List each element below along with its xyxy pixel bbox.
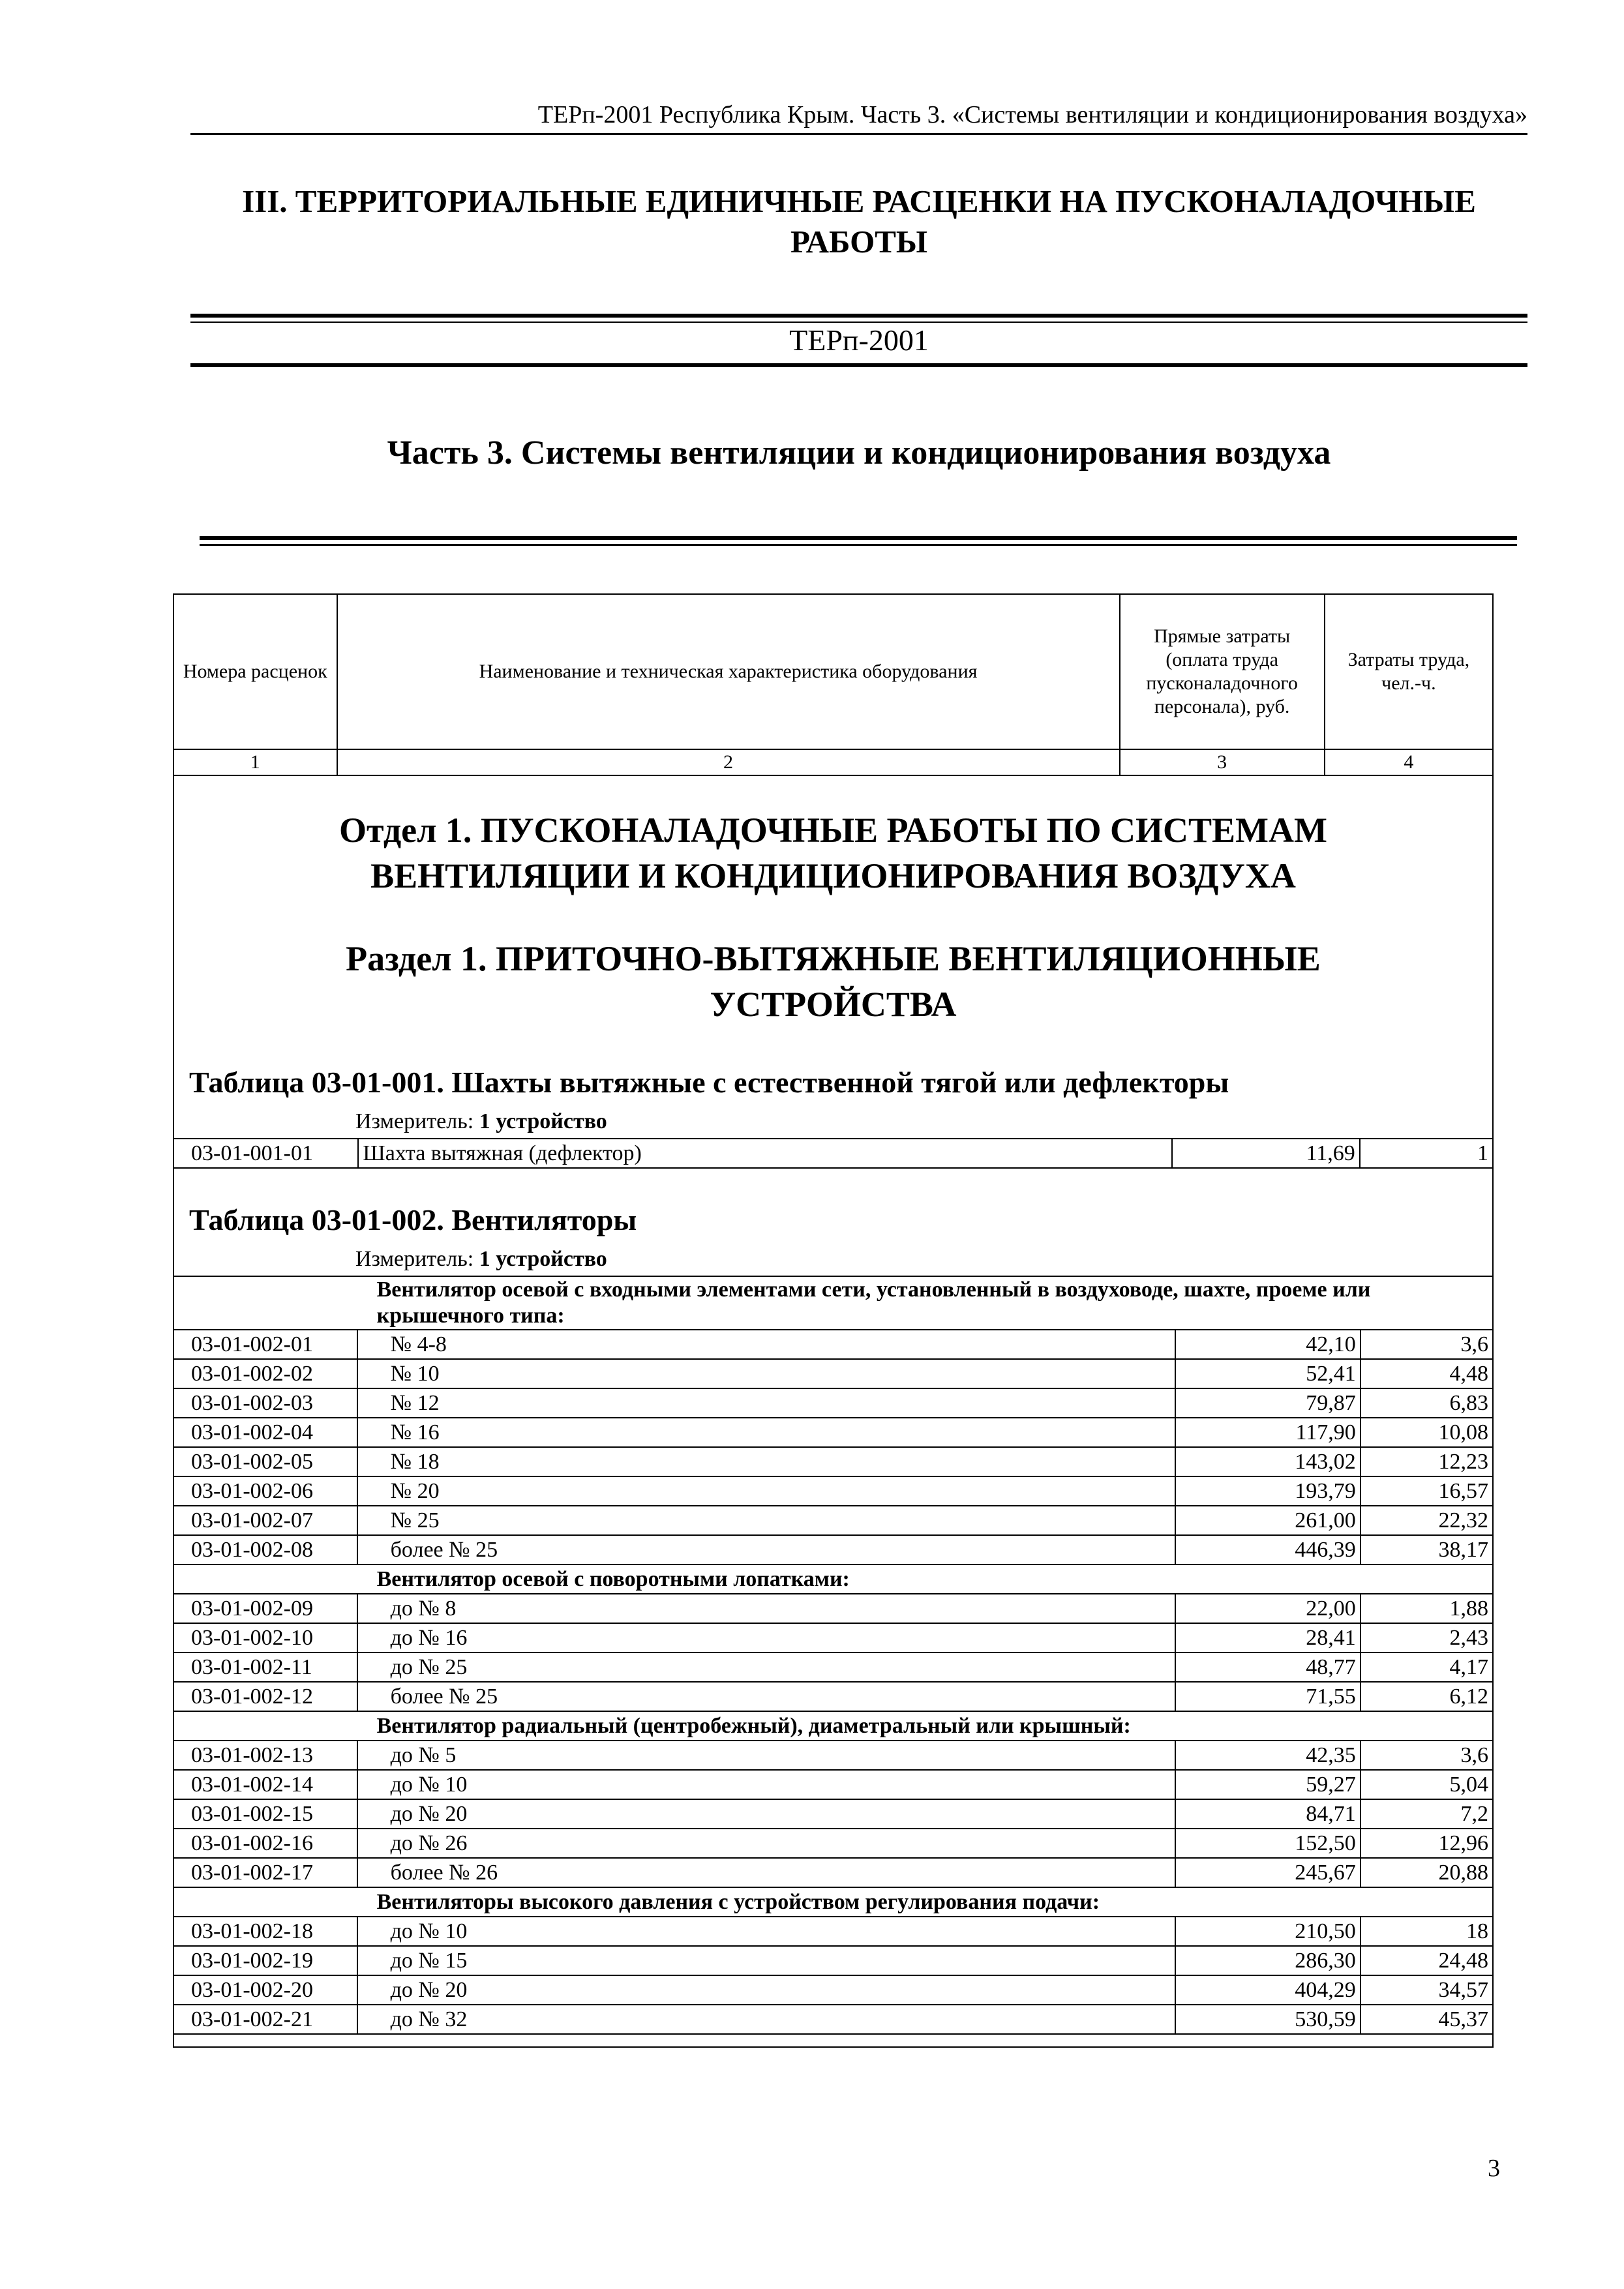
rate-labor: 20,88 (1361, 1858, 1493, 1887)
rate-code: 03-01-002-05 (173, 1447, 357, 1476)
rate-cost: 59,27 (1175, 1770, 1361, 1799)
table1-meter-label: Измеритель: (355, 1109, 474, 1133)
rate-code: 03-01-002-09 (173, 1594, 357, 1623)
rate-name: № 18 (357, 1447, 1175, 1476)
rate-labor: 18 (1361, 1917, 1493, 1946)
table-row (173, 1330, 1493, 1359)
rate-code: 03-01-002-01 (173, 1330, 357, 1359)
part-title-line2: РАБОТЫ (790, 224, 928, 260)
rate-name: до № 32 (357, 2005, 1175, 2034)
department-title (173, 807, 1494, 899)
section-title-line2: УСТРОЙСТВА (710, 985, 957, 1024)
table-row (173, 1447, 1493, 1476)
rate-name: более № 25 (357, 1535, 1175, 1564)
rate-cost: 52,41 (1175, 1359, 1361, 1388)
rate-code: 03-01-002-04 (173, 1418, 357, 1447)
table1-title: Таблица 03-01-001. Шахты вытяжные с естественной тягой или дефлекторы (189, 1066, 1229, 1099)
rate-labor: 3,6 (1361, 1741, 1493, 1770)
rate-cost: 143,02 (1175, 1447, 1361, 1476)
rate-code: 03-01-002-19 (173, 1946, 357, 1975)
rate-labor: 12,96 (1361, 1829, 1493, 1858)
rate-code: 03-01-001-01 (173, 1139, 358, 1168)
rate-code: 03-01-002-15 (173, 1799, 357, 1829)
group-heading: Вентилятор радиальный (центробежный), диаметральный или крышный: (357, 1711, 1493, 1741)
rate-name: до № 10 (357, 1917, 1175, 1946)
rate-code: 03-01-002-16 (173, 1829, 357, 1858)
rate-labor: 2,43 (1361, 1623, 1493, 1653)
table1-meter (355, 1109, 607, 1135)
rate-labor: 24,48 (1361, 1946, 1493, 1975)
rate-labor: 4,17 (1361, 1653, 1493, 1682)
rate-labor: 10,08 (1361, 1418, 1493, 1447)
rate-name: до № 20 (357, 1799, 1175, 1829)
table-row (173, 2005, 1493, 2034)
collection-code: ТЕРп-2001 (190, 314, 1527, 367)
rate-name: до № 25 (357, 1653, 1175, 1682)
rate-name: более № 25 (357, 1682, 1175, 1711)
rate-name: до № 26 (357, 1829, 1175, 1858)
table-row (173, 1858, 1493, 1887)
rate-name: до № 20 (357, 1975, 1175, 2005)
rate-labor: 5,04 (1361, 1770, 1493, 1799)
rate-labor: 34,57 (1361, 1975, 1493, 2005)
table1-meter-value: 1 устройство (479, 1109, 607, 1133)
rate-labor: 1 (1360, 1139, 1493, 1168)
header-col-codes: Номера расценок (173, 594, 337, 749)
table-row (173, 1799, 1493, 1829)
rate-code: 03-01-002-20 (173, 1975, 357, 2005)
rate-cost: 446,39 (1175, 1535, 1361, 1564)
table-row (173, 1476, 1493, 1506)
table-row (173, 1946, 1493, 1975)
group-heading: Вентиляторы высокого давления с устройством регулирования подачи: (357, 1887, 1493, 1917)
group-heading: Вентилятор осевой с поворотными лопатками: (357, 1564, 1493, 1594)
rate-cost: 286,30 (1175, 1946, 1361, 1975)
rate-cost: 28,41 (1175, 1623, 1361, 1653)
table-row (173, 1594, 1493, 1623)
table-row (173, 1623, 1493, 1653)
rate-code: 03-01-002-06 (173, 1476, 357, 1506)
table-row (173, 1418, 1493, 1447)
table2-body (173, 1276, 1494, 2035)
department-title-line2: ВЕНТИЛЯЦИИ И КОНДИЦИОНИРОВАНИЯ ВОЗДУХА (370, 856, 1296, 895)
rate-name: № 16 (357, 1418, 1175, 1447)
section-title (173, 936, 1494, 1027)
section-title-line1: Раздел 1. ПРИТОЧНО-ВЫТЯЖНЫЕ ВЕНТИЛЯЦИОННЫЕ (346, 939, 1321, 978)
rate-code: 03-01-002-17 (173, 1858, 357, 1887)
rate-cost: 404,29 (1175, 1975, 1361, 2005)
table-row (173, 1917, 1493, 1946)
group-heading-row (173, 1711, 1493, 1741)
table-row (173, 1682, 1493, 1711)
rate-code: 03-01-002-13 (173, 1741, 357, 1770)
table-row (173, 1139, 1493, 1168)
group-blank-cell (173, 1711, 357, 1741)
group-blank-cell (173, 1887, 357, 1917)
rate-code: 03-01-002-14 (173, 1770, 357, 1799)
header-num-1: 1 (173, 749, 337, 775)
rate-name: № 10 (357, 1359, 1175, 1388)
rate-labor: 38,17 (1361, 1535, 1493, 1564)
group-heading-row (173, 1887, 1493, 1917)
rate-labor: 7,2 (1361, 1799, 1493, 1829)
rate-labor: 45,37 (1361, 2005, 1493, 2034)
table-row (173, 1975, 1493, 2005)
page-number: 3 (1488, 2155, 1500, 2182)
rate-code: 03-01-002-07 (173, 1506, 357, 1535)
rate-code: 03-01-002-12 (173, 1682, 357, 1711)
table-row (173, 1741, 1493, 1770)
rate-labor: 16,57 (1361, 1476, 1493, 1506)
double-divider (200, 536, 1517, 546)
rate-name: до № 10 (357, 1770, 1175, 1799)
rate-cost: 42,35 (1175, 1741, 1361, 1770)
rate-cost: 261,00 (1175, 1506, 1361, 1535)
rate-labor: 12,23 (1361, 1447, 1493, 1476)
header-col-cost: Прямые затраты (оплата труда пусконаладочного персонала), руб. (1120, 594, 1325, 749)
department-title-line1: Отдел 1. ПУСКОНАЛАДОЧНЫЕ РАБОТЫ ПО СИСТЕМАМ (339, 811, 1327, 850)
rate-cost: 193,79 (1175, 1476, 1361, 1506)
rate-cost: 42,10 (1175, 1330, 1361, 1359)
rate-code: 03-01-002-08 (173, 1535, 357, 1564)
rate-cost: 79,87 (1175, 1388, 1361, 1418)
rate-name: № 20 (357, 1476, 1175, 1506)
header-num-4: 4 (1325, 749, 1493, 775)
rate-cost: 22,00 (1175, 1594, 1361, 1623)
group-heading: Вентилятор осевой с входными элементами сети, установленный в воздуховоде, шахте, проеме или крышечного типа: (357, 1276, 1493, 1330)
header-num-3: 3 (1120, 749, 1325, 775)
table1-body (173, 1138, 1494, 1169)
table-row (173, 1770, 1493, 1799)
rate-cost: 84,71 (1175, 1799, 1361, 1829)
rate-name: Шахта вытяжная (дефлектор) (358, 1139, 1171, 1168)
group-heading-row (173, 1564, 1493, 1594)
rate-name: до № 16 (357, 1623, 1175, 1653)
rate-cost: 210,50 (1175, 1917, 1361, 1946)
rate-cost: 152,50 (1175, 1829, 1361, 1858)
rate-code: 03-01-002-02 (173, 1359, 357, 1388)
table-row (173, 1506, 1493, 1535)
header-col-labor: Затраты труда, чел.-ч. (1325, 594, 1493, 749)
rate-name: № 25 (357, 1506, 1175, 1535)
rate-code: 03-01-002-11 (173, 1653, 357, 1682)
rate-code: 03-01-002-21 (173, 2005, 357, 2034)
rate-name: № 4-8 (357, 1330, 1175, 1359)
part3-title: Часть 3. Системы вентиляции и кондиционирования воздуха (387, 434, 1331, 471)
table2-meter-label: Измеритель: (355, 1247, 474, 1271)
rate-cost: 71,55 (1175, 1682, 1361, 1711)
rate-labor: 4,48 (1361, 1359, 1493, 1388)
table-row (173, 1535, 1493, 1564)
rate-code: 03-01-002-03 (173, 1388, 357, 1418)
header-num-2: 2 (337, 749, 1120, 775)
rate-cost: 48,77 (1175, 1653, 1361, 1682)
group-blank-cell (173, 1564, 357, 1594)
table2-meter-value: 1 устройство (479, 1247, 607, 1271)
group-heading-row (173, 1276, 1493, 1330)
rate-name: до № 5 (357, 1741, 1175, 1770)
table-row (173, 1359, 1493, 1388)
running-header: ТЕРп-2001 Республика Крым. Часть 3. «Системы вентиляции и кондиционирования воздуха» (190, 97, 1527, 135)
rate-name: более № 26 (357, 1858, 1175, 1887)
group-blank-cell (173, 1276, 357, 1330)
rate-labor: 6,83 (1361, 1388, 1493, 1418)
table2-title: Таблица 03-01-002. Вентиляторы (189, 1203, 637, 1236)
rate-name: № 12 (357, 1388, 1175, 1418)
rate-labor: 3,6 (1361, 1330, 1493, 1359)
table2-meter (355, 1246, 607, 1272)
rate-cost: 530,59 (1175, 2005, 1361, 2034)
rate-cost: 245,67 (1175, 1858, 1361, 1887)
rate-cost: 117,90 (1175, 1418, 1361, 1447)
rate-labor: 6,12 (1361, 1682, 1493, 1711)
rate-cost: 11,69 (1172, 1139, 1360, 1168)
table-header (173, 593, 1494, 776)
table-row (173, 1829, 1493, 1858)
rate-code: 03-01-002-18 (173, 1917, 357, 1946)
part-title-line1: III. ТЕРРИТОРИАЛЬНЫЕ ЕДИНИЧНЫЕ РАСЦЕНКИ НА ПУСКОНАЛАДОЧНЫЕ (242, 183, 1476, 219)
part-title (190, 181, 1527, 262)
rate-name: до № 8 (357, 1594, 1175, 1623)
table-row (173, 1388, 1493, 1418)
header-col-name: Наименование и техническая характеристика оборудования (337, 594, 1120, 749)
table-row (173, 1653, 1493, 1682)
rate-name: до № 15 (357, 1946, 1175, 1975)
rate-labor: 1,88 (1361, 1594, 1493, 1623)
rate-code: 03-01-002-10 (173, 1623, 357, 1653)
rate-labor: 22,32 (1361, 1506, 1493, 1535)
